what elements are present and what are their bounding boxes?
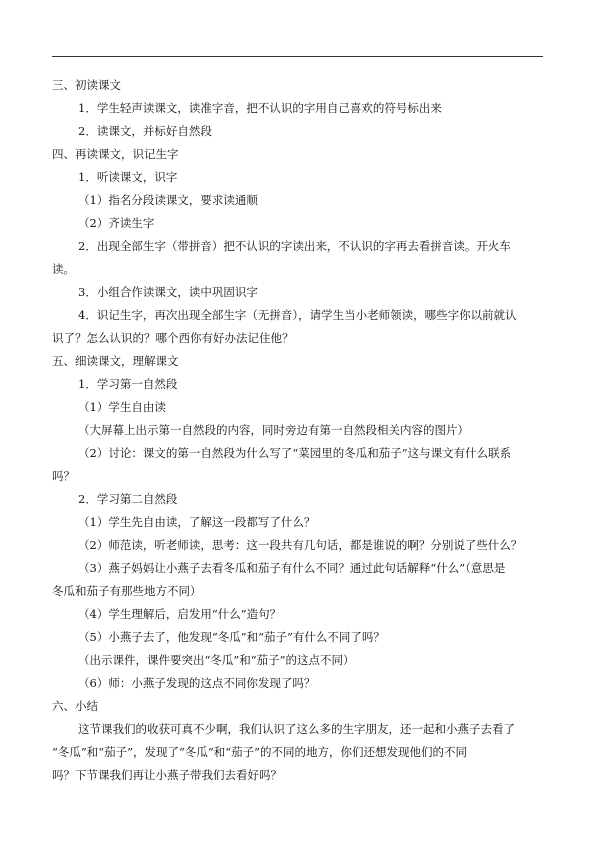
document-body xyxy=(52,74,547,787)
text-line: （5）小燕子去了，他发现“冬瓜”和“茄子”有什么不同了吗？ xyxy=(78,630,385,644)
text-line: （6）师：小燕子发现的这点不同你发现了吗？ xyxy=(78,676,316,690)
text-line: 吗？ xyxy=(52,469,75,483)
text-line: 冬瓜和茄子有那些地方不同） xyxy=(52,584,202,598)
text-line: （出示课件，课件要突出“冬瓜”和“茄子”的这点不同） xyxy=(78,653,355,667)
text-line: 1．学习第一自然段 xyxy=(78,377,178,391)
text-line: （4）学生理解后，启发用“什么”造句？ xyxy=(78,607,282,621)
text-line: （1）指名分段读课文，要求读通顺 xyxy=(78,193,258,207)
text-line: 吗？下节课我们再让小燕子带我们去看好吗？ xyxy=(52,768,282,782)
text-line: 读。 xyxy=(52,262,75,276)
text-line: 2．读课文，并标好自然段 xyxy=(78,124,212,138)
text-line: （2）师范读，听老师读，思考：这一段共有几句话，都是谁说的啊？分别说了些什么？ xyxy=(78,538,523,552)
text-line: （1）学生自由读 xyxy=(78,400,166,414)
text-line: （3）燕子妈妈让小燕子去看冬瓜和茄子有什么不同？通过此句话解释“什么”（意思是 xyxy=(78,561,506,575)
text-line: 2．学习第二自然段 xyxy=(78,492,178,506)
text-line: 四、再读课文，识记生字 xyxy=(52,147,179,161)
header-rule xyxy=(52,56,543,57)
text-line: 这节课我们的收获可真不少啊，我们认识了这么多的生字朋友，还一起和小燕子去看了 xyxy=(78,722,515,736)
text-line: （1）学生先自由读，了解这一段都写了什么？ xyxy=(78,515,316,529)
text-line: 1．学生轻声读课文，读准字音，把不认识的字用自己喜欢的符号标出来 xyxy=(78,101,442,115)
text-line: （2）讨论：课文的第一自然段为什么写了“菜园里的冬瓜和茄子”这与课文有什么联系 xyxy=(78,446,512,460)
text-line: 2．出现全部生字（带拼音）把不认识的字读出来，不认识的字再去看拼音读。开火车 xyxy=(78,239,511,253)
text-line: 三、初读课文 xyxy=(52,78,121,92)
text-line: 1．听读课文，识字 xyxy=(78,170,178,184)
text-line: 五、细读课文，理解课文 xyxy=(52,354,179,368)
text-line: “冬瓜”和“茄子”，发现了“冬瓜”和“茄子”的不同的地方，你们还想发现他们的不同 xyxy=(52,745,468,759)
text-line: 3．小组合作读课文，读中巩固识字 xyxy=(78,285,258,299)
text-line: （2）齐读生字 xyxy=(78,216,155,230)
text-line: 六、小结 xyxy=(52,699,98,713)
text-line: 4．识记生字，再次出现全部生字（无拼音），请学生当小老师领读，哪些字你以前就认 xyxy=(78,308,517,322)
text-line: （大屏幕上出示第一自然段的内容，同时旁边有第一自然段相关内容的图片） xyxy=(78,423,469,437)
text-line: 识了？怎么认识的？哪个西你有好办法记住他？ xyxy=(52,331,294,345)
